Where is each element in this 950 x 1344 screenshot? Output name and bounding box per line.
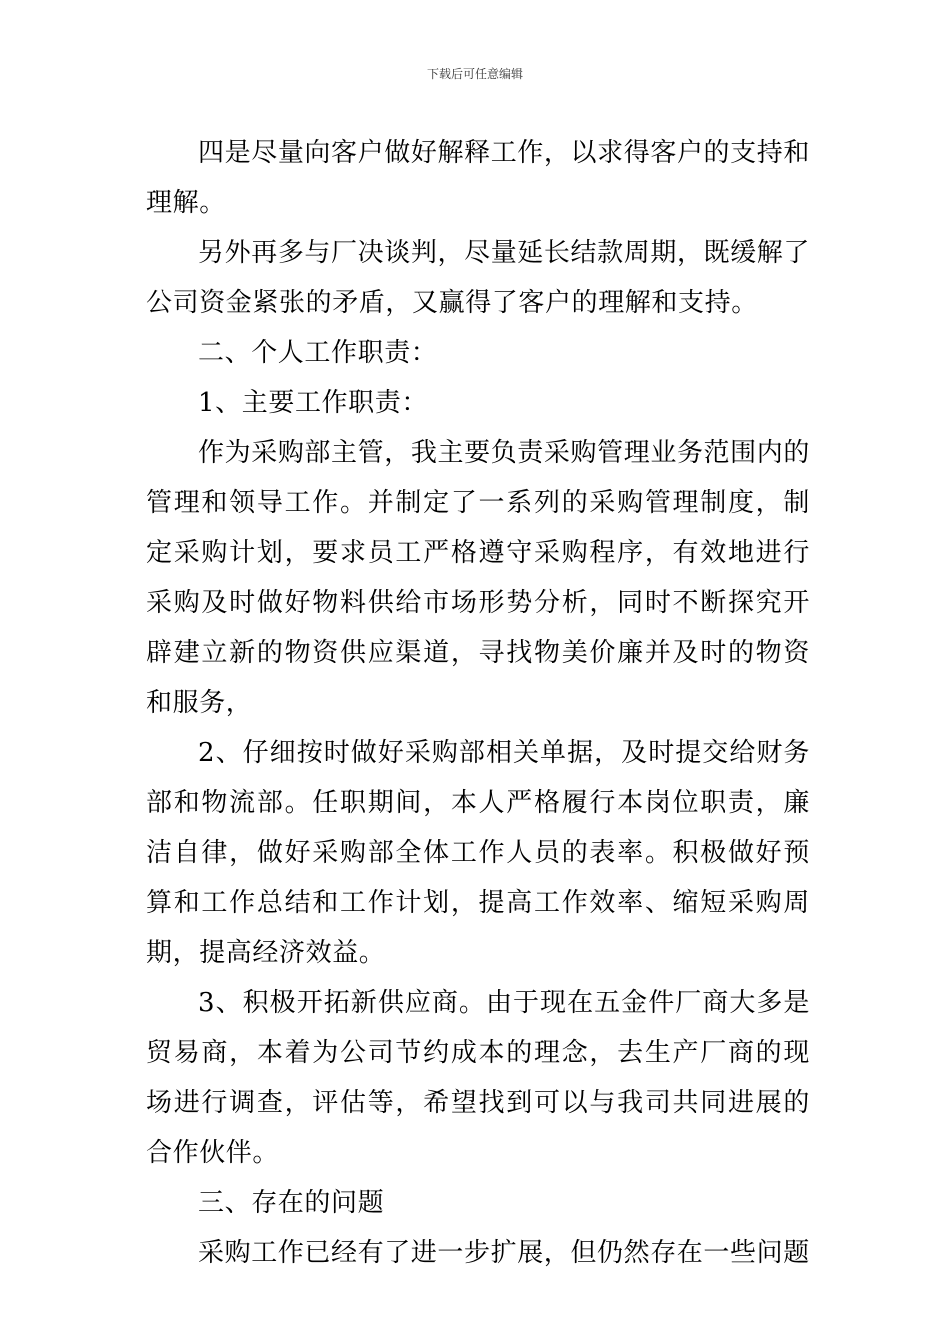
- subheading-main-duties: 1、主要工作职责：: [198, 388, 428, 418]
- header-note: 下载后可任意编辑: [426, 67, 523, 81]
- paragraph-problems-intro: 采购工作已经有了进一步扩展，但仍然存在一些问题: [198, 1238, 810, 1268]
- section-heading-responsibilities: 二、个人工作职责：: [198, 338, 438, 368]
- document-body: [146, 128, 810, 1278]
- paragraph-supplier-negotiation: 另外再多与厂决谈判，尽量延长结款周期，既缓解了公司资金紧张的矛盾，又赢得了客户的理解和支持。: [146, 238, 810, 318]
- paragraph-customer-explanation: 四是尽量向客户做好解释工作，以求得客户的支持和理解。: [146, 138, 810, 218]
- section-heading-problems: 三、存在的问题: [198, 1188, 385, 1218]
- paragraph-documents-and-discipline: 2、仔细按时做好采购部相关单据，及时提交给财务部和物流部。任职期间，本人严格履行本岗位职责，廉洁自律，做好采购部全体工作人员的表率。积极做好预算和工作总结和工作计划，提高工作效率、缩短采购周期，提高经济效益。: [146, 738, 810, 968]
- paragraph-main-duties: 作为采购部主管，我主要负责采购管理业务范围内的管理和领导工作。并制定了一系列的采购管理制度，制定采购计划，要求员工严格遵守采购程序，有效地进行采购及时做好物料供给市场形势分析，同时不断探究开辟建立新的物资供应渠道，寻找物美价廉并及时的物资和服务，: [146, 438, 810, 718]
- paragraph-new-suppliers: 3、积极开拓新供应商。由于现在五金件厂商大多是贸易商，本着为公司节约成本的理念，去生产厂商的现场进行调查，评估等，希望找到可以与我司共同进展的合作伙伴。: [146, 988, 810, 1168]
